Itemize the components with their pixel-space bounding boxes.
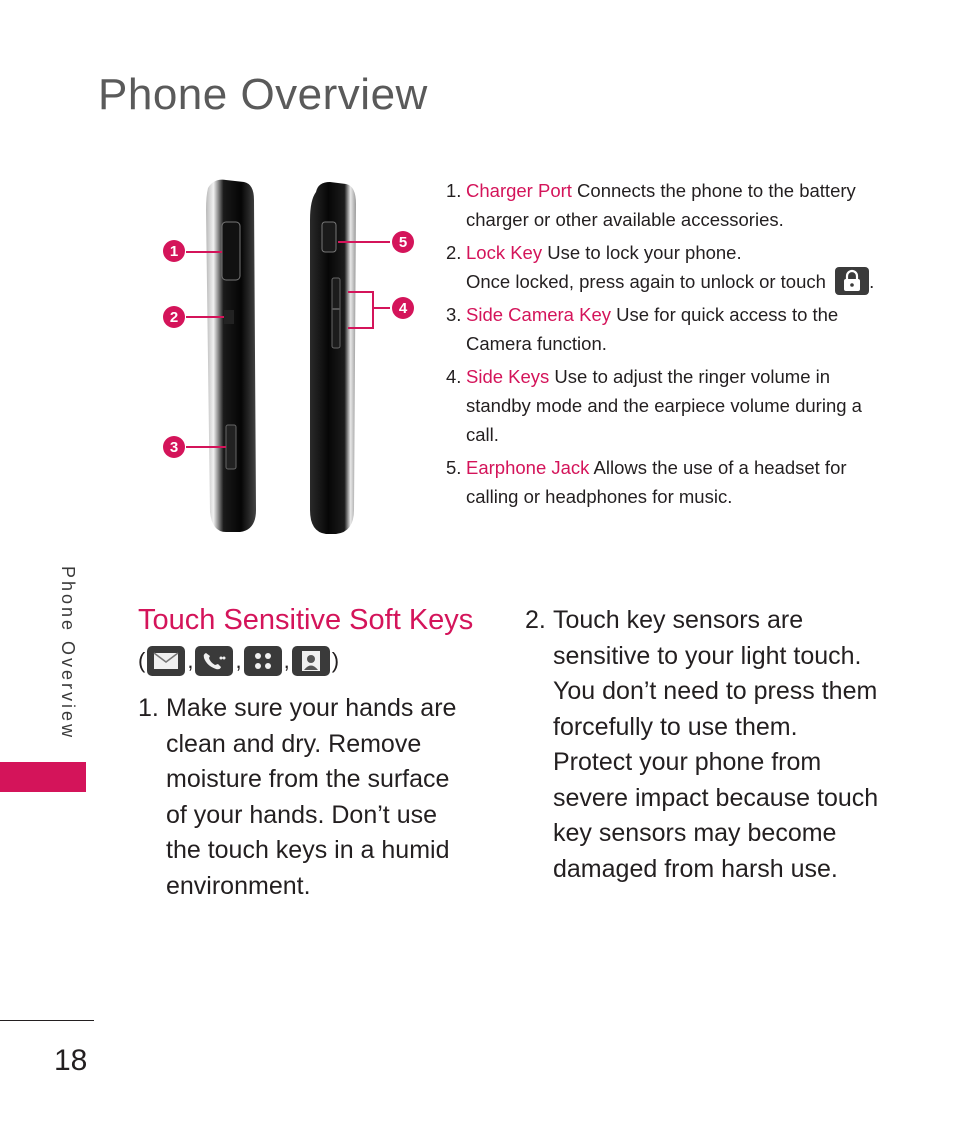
message-icon <box>147 646 185 676</box>
part-description: Allows the use of a headset for calling or headphones for music. <box>466 457 847 507</box>
part-description: Use for quick access to the Camera function. <box>466 304 839 354</box>
phone-side-illustration <box>160 170 420 540</box>
callout-4: 4 <box>392 297 414 319</box>
separator: , <box>283 648 290 673</box>
callout-line-1 <box>186 251 222 253</box>
part-description-end: . <box>869 271 875 292</box>
part-number: 4. <box>446 366 462 387</box>
part-name: Lock Key <box>466 242 543 263</box>
part-lock-key <box>446 238 886 296</box>
part-side-camera-key <box>446 300 886 358</box>
parts-list <box>446 176 886 515</box>
page-number-rule <box>0 1020 94 1021</box>
touch-key-tip-2 <box>525 603 880 887</box>
lock-icon <box>835 267 869 295</box>
page-title: Phone Overview <box>98 70 428 119</box>
part-description: Use to adjust the ringer volume in standby mode and the earpiece volume during a call. <box>466 366 862 445</box>
part-description-2: Once locked, press again to unlock or touch <box>466 271 832 292</box>
menu-grid-icon <box>244 646 282 676</box>
touch-keys-row <box>138 646 339 676</box>
close-paren: ) <box>331 648 340 673</box>
callout-1: 1 <box>163 240 185 262</box>
tip-text: Make sure your hands are clean and dry. Remove moisture from the surface of your hands. Don’t use the touch keys in a humid environment. <box>166 694 457 900</box>
part-charger-port <box>446 176 886 234</box>
part-name: Charger Port <box>466 180 572 201</box>
part-number: 3. <box>446 304 462 325</box>
part-number: 1. <box>446 180 462 201</box>
tip-number: 1. <box>138 694 159 722</box>
part-number: 2. <box>446 242 462 263</box>
part-description: Connects the phone to the battery charger or other available accessories. <box>466 180 856 230</box>
side-tab-label: Phone Overview <box>58 566 78 741</box>
part-number: 5. <box>446 457 462 478</box>
separator: , <box>235 648 242 673</box>
phone-sides-image <box>160 170 420 540</box>
touch-key-tip-1 <box>138 691 468 904</box>
part-name: Side Camera Key <box>466 304 611 325</box>
callout-bracket-4 <box>348 291 374 329</box>
section-heading: Touch Sensitive Soft Keys <box>138 604 474 636</box>
part-side-keys <box>446 362 886 449</box>
callout-line-2 <box>186 316 224 318</box>
separator: , <box>187 648 194 673</box>
callout-line-3 <box>186 446 226 448</box>
page-number: 18 <box>54 1044 88 1077</box>
side-tab-bar <box>0 762 86 792</box>
tip-text: Touch key sensors are sensitive to your light touch. You don’t need to press them forcefully to use them. Protect your phone from severe impact because touch key sensors may become damaged from harsh use. <box>553 606 879 883</box>
callout-line-5 <box>338 241 390 243</box>
callout-line-4 <box>372 307 390 309</box>
callout-2: 2 <box>163 306 185 328</box>
open-paren: ( <box>138 648 146 673</box>
part-description: Use to lock your phone. <box>542 242 742 263</box>
part-name: Earphone Jack <box>466 457 590 478</box>
call-log-icon <box>195 646 233 676</box>
contacts-icon <box>292 646 330 676</box>
part-name: Side Keys <box>466 366 550 387</box>
callout-5: 5 <box>392 231 414 253</box>
callout-3: 3 <box>163 436 185 458</box>
tip-number: 2. <box>525 606 546 634</box>
part-earphone-jack <box>446 453 886 511</box>
